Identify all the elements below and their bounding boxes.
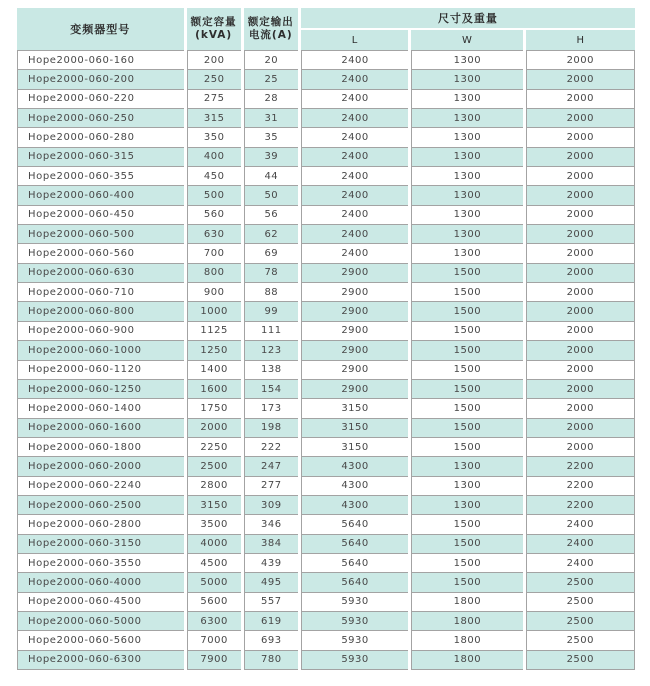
cell-rated-capacity-kva: 6300 (187, 612, 241, 631)
cell-model: Hope2000-060-1120 (17, 361, 184, 380)
cell-dimension-h: 2400 (526, 535, 635, 554)
cell-dimension-w: 1500 (411, 554, 522, 573)
cell-model: Hope2000-060-5600 (17, 631, 184, 650)
cell-rated-output-current-a: 384 (244, 535, 298, 554)
cell-dimension-w: 1500 (411, 361, 522, 380)
cell-dimension-w: 1500 (411, 515, 522, 534)
cell-rated-output-current-a: 247 (244, 457, 298, 476)
cell-rated-capacity-kva: 450 (187, 167, 241, 186)
header-model: 变频器型号 (17, 8, 184, 50)
cell-dimension-w: 1300 (411, 457, 522, 476)
cell-rated-output-current-a: 56 (244, 206, 298, 225)
cell-dimension-l: 3150 (301, 399, 408, 418)
table-row (17, 167, 635, 186)
table-row (17, 90, 635, 109)
cell-rated-capacity-kva: 7000 (187, 631, 241, 650)
cell-dimension-w: 1500 (411, 322, 522, 341)
cell-dimension-h: 2500 (526, 612, 635, 631)
cell-model: Hope2000-060-200 (17, 70, 184, 89)
cell-rated-output-current-a: 277 (244, 477, 298, 496)
table-row (17, 341, 635, 360)
table-row (17, 631, 635, 650)
header-dimension-h: H (526, 30, 635, 50)
cell-rated-output-current-a: 309 (244, 496, 298, 515)
cell-rated-output-current-a: 35 (244, 128, 298, 147)
cell-dimension-w: 1300 (411, 109, 522, 128)
cell-rated-capacity-kva: 315 (187, 109, 241, 128)
cell-dimension-l: 2900 (301, 361, 408, 380)
table-row (17, 496, 635, 515)
cell-dimension-l: 2900 (301, 341, 408, 360)
cell-rated-capacity-kva: 3500 (187, 515, 241, 534)
cell-rated-capacity-kva: 5000 (187, 573, 241, 592)
cell-rated-capacity-kva: 2250 (187, 438, 241, 457)
cell-dimension-l: 2400 (301, 206, 408, 225)
cell-dimension-h: 2500 (526, 631, 635, 650)
table-row (17, 399, 635, 418)
cell-rated-capacity-kva: 700 (187, 244, 241, 263)
cell-dimension-w: 1300 (411, 186, 522, 205)
cell-dimension-w: 1500 (411, 399, 522, 418)
cell-model: Hope2000-060-4000 (17, 573, 184, 592)
table-row (17, 651, 635, 670)
cell-model: Hope2000-060-250 (17, 109, 184, 128)
cell-dimension-h: 2000 (526, 225, 635, 244)
cell-model: Hope2000-060-2500 (17, 496, 184, 515)
cell-dimension-w: 1300 (411, 496, 522, 515)
cell-dimension-w: 1300 (411, 225, 522, 244)
cell-model: Hope2000-060-400 (17, 186, 184, 205)
cell-dimension-l: 2400 (301, 90, 408, 109)
cell-model: Hope2000-060-1000 (17, 341, 184, 360)
cell-rated-output-current-a: 78 (244, 264, 298, 283)
cell-dimension-h: 2000 (526, 167, 635, 186)
table-row (17, 302, 635, 321)
cell-rated-output-current-a: 138 (244, 361, 298, 380)
table-row (17, 593, 635, 612)
cell-dimension-l: 2400 (301, 128, 408, 147)
table-row (17, 438, 635, 457)
cell-model: Hope2000-060-315 (17, 148, 184, 167)
table-row (17, 70, 635, 89)
cell-dimension-l: 2400 (301, 70, 408, 89)
cell-model: Hope2000-060-220 (17, 90, 184, 109)
table-row (17, 535, 635, 554)
header-dimensions-weight-group: 尺寸及重量 (301, 8, 635, 30)
cell-rated-output-current-a: 693 (244, 631, 298, 650)
cell-rated-capacity-kva: 1000 (187, 302, 241, 321)
cell-dimension-w: 1800 (411, 612, 522, 631)
cell-dimension-w: 1800 (411, 631, 522, 650)
cell-dimension-h: 2000 (526, 419, 635, 438)
cell-model: Hope2000-060-2000 (17, 457, 184, 476)
cell-dimension-h: 2000 (526, 361, 635, 380)
cell-rated-output-current-a: 88 (244, 283, 298, 302)
cell-model: Hope2000-060-500 (17, 225, 184, 244)
cell-rated-output-current-a: 198 (244, 419, 298, 438)
header-dimension-w: W (411, 30, 522, 50)
cell-model: Hope2000-060-3550 (17, 554, 184, 573)
cell-rated-output-current-a: 557 (244, 593, 298, 612)
cell-rated-output-current-a: 39 (244, 148, 298, 167)
cell-dimension-w: 1500 (411, 535, 522, 554)
cell-model: Hope2000-060-280 (17, 128, 184, 147)
cell-dimension-h: 2200 (526, 496, 635, 515)
cell-rated-capacity-kva: 1125 (187, 322, 241, 341)
cell-rated-capacity-kva: 800 (187, 264, 241, 283)
cell-dimension-h: 2500 (526, 651, 635, 670)
table-row (17, 361, 635, 380)
cell-dimension-h: 2400 (526, 554, 635, 573)
cell-model: Hope2000-060-2240 (17, 477, 184, 496)
cell-rated-capacity-kva: 4000 (187, 535, 241, 554)
table-row (17, 554, 635, 573)
cell-model: Hope2000-060-355 (17, 167, 184, 186)
cell-model: Hope2000-060-1800 (17, 438, 184, 457)
cell-dimension-l: 5930 (301, 651, 408, 670)
cell-rated-capacity-kva: 1600 (187, 380, 241, 399)
cell-rated-capacity-kva: 500 (187, 186, 241, 205)
cell-rated-capacity-kva: 1400 (187, 361, 241, 380)
table-row (17, 457, 635, 476)
cell-model: Hope2000-060-160 (17, 50, 184, 70)
cell-dimension-w: 1500 (411, 438, 522, 457)
cell-rated-output-current-a: 780 (244, 651, 298, 670)
cell-dimension-w: 1500 (411, 264, 522, 283)
cell-dimension-w: 1500 (411, 380, 522, 399)
cell-dimension-l: 2900 (301, 283, 408, 302)
cell-dimension-l: 2400 (301, 148, 408, 167)
table-row (17, 283, 635, 302)
cell-dimension-w: 1300 (411, 148, 522, 167)
cell-dimension-l: 5640 (301, 515, 408, 534)
cell-dimension-l: 2400 (301, 186, 408, 205)
cell-rated-output-current-a: 222 (244, 438, 298, 457)
cell-model: Hope2000-060-900 (17, 322, 184, 341)
cell-rated-capacity-kva: 250 (187, 70, 241, 89)
cell-rated-capacity-kva: 400 (187, 148, 241, 167)
header-rated-output-current-line2: 电流(A) (248, 29, 293, 41)
cell-dimension-w: 1300 (411, 244, 522, 263)
table-row (17, 380, 635, 399)
cell-model: Hope2000-060-630 (17, 264, 184, 283)
cell-rated-output-current-a: 31 (244, 109, 298, 128)
cell-rated-capacity-kva: 5600 (187, 593, 241, 612)
cell-dimension-l: 2400 (301, 225, 408, 244)
cell-dimension-h: 2000 (526, 264, 635, 283)
cell-dimension-h: 2000 (526, 128, 635, 147)
cell-dimension-h: 2000 (526, 283, 635, 302)
cell-rated-capacity-kva: 200 (187, 50, 241, 70)
cell-rated-output-current-a: 346 (244, 515, 298, 534)
cell-dimension-l: 5640 (301, 554, 408, 573)
cell-dimension-l: 5640 (301, 535, 408, 554)
cell-dimension-l: 5930 (301, 593, 408, 612)
cell-model: Hope2000-060-2800 (17, 515, 184, 534)
cell-dimension-l: 3150 (301, 438, 408, 457)
cell-dimension-h: 2000 (526, 70, 635, 89)
cell-dimension-w: 1300 (411, 90, 522, 109)
cell-dimension-w: 1500 (411, 419, 522, 438)
cell-rated-capacity-kva: 350 (187, 128, 241, 147)
cell-rated-capacity-kva: 1250 (187, 341, 241, 360)
cell-dimension-h: 2000 (526, 50, 635, 70)
header-rated-capacity-line2: (kVA) (195, 29, 233, 41)
cell-rated-capacity-kva: 2000 (187, 419, 241, 438)
table-row (17, 264, 635, 283)
cell-dimension-l: 5930 (301, 631, 408, 650)
cell-model: Hope2000-060-4500 (17, 593, 184, 612)
table-row (17, 244, 635, 263)
cell-dimension-l: 5640 (301, 573, 408, 592)
cell-dimension-h: 2200 (526, 477, 635, 496)
cell-rated-output-current-a: 123 (244, 341, 298, 360)
table-row (17, 477, 635, 496)
cell-rated-capacity-kva: 3150 (187, 496, 241, 515)
header-rated-output-current (244, 8, 298, 50)
table-body (17, 50, 635, 670)
cell-rated-capacity-kva: 560 (187, 206, 241, 225)
cell-rated-output-current-a: 439 (244, 554, 298, 573)
cell-rated-capacity-kva: 1750 (187, 399, 241, 418)
cell-dimension-h: 2000 (526, 244, 635, 263)
cell-dimension-w: 1800 (411, 651, 522, 670)
cell-dimension-w: 1500 (411, 573, 522, 592)
cell-dimension-l: 5930 (301, 612, 408, 631)
cell-rated-output-current-a: 495 (244, 573, 298, 592)
cell-dimension-h: 2000 (526, 109, 635, 128)
cell-dimension-l: 4300 (301, 477, 408, 496)
cell-dimension-l: 2900 (301, 322, 408, 341)
table-row (17, 148, 635, 167)
table-header (17, 8, 635, 50)
table-row (17, 186, 635, 205)
cell-dimension-h: 2000 (526, 90, 635, 109)
table-row (17, 109, 635, 128)
table-row (17, 612, 635, 631)
cell-dimension-h: 2200 (526, 457, 635, 476)
cell-model: Hope2000-060-1400 (17, 399, 184, 418)
cell-dimension-w: 1300 (411, 206, 522, 225)
cell-dimension-l: 2400 (301, 167, 408, 186)
cell-rated-output-current-a: 111 (244, 322, 298, 341)
cell-dimension-w: 1300 (411, 128, 522, 147)
table-row (17, 225, 635, 244)
cell-dimension-h: 2000 (526, 206, 635, 225)
cell-rated-output-current-a: 154 (244, 380, 298, 399)
cell-dimension-w: 1800 (411, 593, 522, 612)
cell-dimension-l: 4300 (301, 496, 408, 515)
cell-dimension-l: 2900 (301, 264, 408, 283)
cell-dimension-h: 2000 (526, 186, 635, 205)
header-dimension-l: L (301, 30, 408, 50)
table-row (17, 573, 635, 592)
cell-dimension-l: 2900 (301, 380, 408, 399)
cell-dimension-h: 2000 (526, 302, 635, 321)
cell-dimension-w: 1300 (411, 167, 522, 186)
cell-model: Hope2000-060-560 (17, 244, 184, 263)
cell-dimension-h: 2400 (526, 515, 635, 534)
cell-rated-output-current-a: 28 (244, 90, 298, 109)
cell-rated-output-current-a: 50 (244, 186, 298, 205)
table-row (17, 419, 635, 438)
cell-dimension-l: 4300 (301, 457, 408, 476)
header-row-1 (17, 8, 635, 30)
cell-dimension-l: 2900 (301, 302, 408, 321)
cell-rated-capacity-kva: 275 (187, 90, 241, 109)
cell-dimension-w: 1500 (411, 341, 522, 360)
table-row (17, 128, 635, 147)
table-row (17, 515, 635, 534)
cell-dimension-h: 2500 (526, 593, 635, 612)
table-row (17, 206, 635, 225)
cell-model: Hope2000-060-6300 (17, 651, 184, 670)
cell-dimension-l: 2400 (301, 109, 408, 128)
header-rated-capacity (187, 8, 241, 50)
cell-rated-output-current-a: 619 (244, 612, 298, 631)
cell-rated-output-current-a: 173 (244, 399, 298, 418)
table-row (17, 50, 635, 70)
cell-dimension-w: 1500 (411, 283, 522, 302)
cell-rated-capacity-kva: 2500 (187, 457, 241, 476)
cell-dimension-w: 1500 (411, 302, 522, 321)
cell-rated-capacity-kva: 7900 (187, 651, 241, 670)
cell-rated-capacity-kva: 630 (187, 225, 241, 244)
cell-dimension-l: 2400 (301, 50, 408, 70)
cell-dimension-h: 2000 (526, 148, 635, 167)
cell-rated-capacity-kva: 2800 (187, 477, 241, 496)
cell-model: Hope2000-060-1250 (17, 380, 184, 399)
cell-rated-output-current-a: 20 (244, 50, 298, 70)
cell-dimension-h: 2000 (526, 399, 635, 418)
cell-dimension-l: 3150 (301, 419, 408, 438)
cell-model: Hope2000-060-450 (17, 206, 184, 225)
header-rated-output-current-line1: 额定输出 (247, 15, 294, 28)
inverter-spec-table (14, 8, 638, 670)
cell-dimension-l: 2400 (301, 244, 408, 263)
cell-dimension-w: 1300 (411, 50, 522, 70)
cell-rated-output-current-a: 62 (244, 225, 298, 244)
cell-dimension-h: 2000 (526, 438, 635, 457)
cell-model: Hope2000-060-3150 (17, 535, 184, 554)
table-row (17, 322, 635, 341)
cell-rated-output-current-a: 99 (244, 302, 298, 321)
cell-rated-output-current-a: 25 (244, 70, 298, 89)
cell-rated-output-current-a: 44 (244, 167, 298, 186)
cell-dimension-w: 1300 (411, 477, 522, 496)
cell-dimension-h: 2000 (526, 380, 635, 399)
cell-dimension-h: 2500 (526, 573, 635, 592)
cell-dimension-h: 2000 (526, 322, 635, 341)
cell-dimension-w: 1300 (411, 70, 522, 89)
cell-model: Hope2000-060-710 (17, 283, 184, 302)
cell-rated-capacity-kva: 4500 (187, 554, 241, 573)
cell-rated-capacity-kva: 900 (187, 283, 241, 302)
header-rated-capacity-line1: 额定容量 (190, 15, 237, 28)
cell-rated-output-current-a: 69 (244, 244, 298, 263)
cell-model: Hope2000-060-800 (17, 302, 184, 321)
cell-dimension-h: 2000 (526, 341, 635, 360)
cell-model: Hope2000-060-1600 (17, 419, 184, 438)
cell-model: Hope2000-060-5000 (17, 612, 184, 631)
